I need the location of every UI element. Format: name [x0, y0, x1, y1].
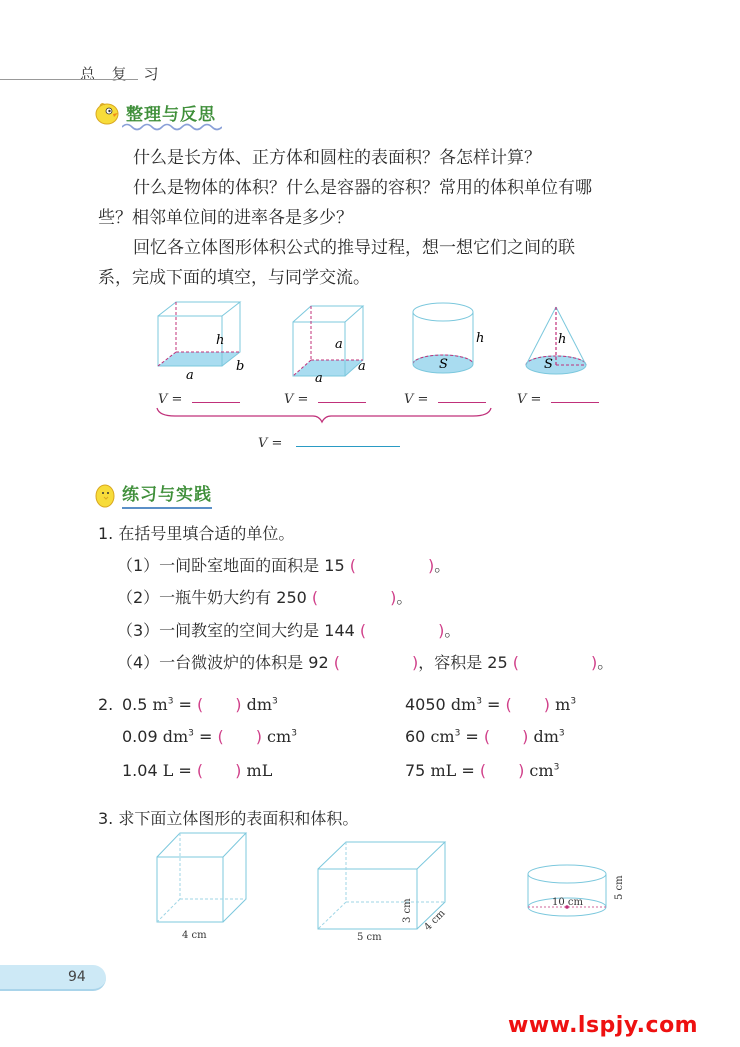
q2-right-3: 75 mL = ( ) $cm^3$ — [405, 761, 560, 780]
q3-cuboid-height-label: 3 cm — [402, 898, 413, 923]
svg-text:a: a — [358, 359, 366, 374]
formula-blank-cone[interactable] — [551, 390, 599, 403]
cube-figure — [285, 298, 375, 386]
chick-mascot-icon — [92, 97, 122, 127]
page-number: 94 — [68, 969, 86, 985]
svg-text:h: h — [216, 333, 225, 348]
section-review-title: 整理与反思 — [126, 104, 216, 125]
q2-left-1: 0.5 $m^3$ = ( ) $dm^3$ — [122, 695, 278, 714]
q3-cylinder-figure — [522, 860, 632, 925]
svg-text:b: b — [236, 359, 245, 374]
q1-prompt: 1. 在括号里填合适的单位。 — [98, 524, 295, 543]
q3-cube-edge-label: 4 cm — [182, 930, 207, 941]
formula-blank-cuboid[interactable] — [192, 390, 240, 403]
q1-item-4: （4）一台微波炉的体积是 92 ( )，容积是 25 ( )。 — [117, 653, 614, 672]
svg-text:h: h — [558, 332, 567, 347]
svg-text:a: a — [335, 337, 343, 352]
cylinder-figure — [408, 298, 488, 380]
page-number-tab — [0, 965, 106, 991]
review-paragraph-2a: 什么是物体的体积？什么是容器的容积？常用的体积单位有哪 — [133, 178, 592, 198]
q2-right-2: 60 $cm^3$ = ( ) $dm^3$ — [405, 727, 565, 746]
q2-right-1: 4050 $dm^3$ = ( ) $m^3$ — [405, 695, 577, 714]
formula-cylinder: V = — [404, 388, 486, 407]
formula-blank-unified[interactable] — [296, 434, 400, 447]
q2-left-3: 1.04 L = ( ) mL — [122, 761, 273, 780]
q3-cube-figure — [150, 830, 255, 930]
watermark: www.lspjy.com — [508, 1013, 699, 1038]
svg-text:S: S — [439, 357, 448, 372]
review-paragraph-3b: 系，完成下面的填空，与同学交流。 — [98, 268, 370, 288]
header-rule — [0, 79, 138, 80]
q2-left-2: 0.09 $dm^3$ = ( ) $cm^3$ — [122, 727, 297, 746]
grouping-brace — [155, 406, 495, 428]
formula-unified: V = — [258, 432, 400, 451]
review-paragraph-3a: 回忆各立体图形体积公式的推导过程，想一想它们之间的联 — [133, 238, 575, 258]
formula-cube: V = — [284, 388, 366, 407]
formula-cone: V = — [517, 388, 599, 407]
q3-prompt: 3. 求下面立体图形的表面积和体积。 — [98, 809, 359, 828]
chapter-header: 总 复 习 — [80, 65, 165, 83]
svg-text:a: a — [315, 371, 323, 386]
wavy-underline — [122, 121, 222, 131]
svg-text:S: S — [544, 357, 553, 372]
answer-paren-open: ( — [344, 556, 356, 575]
formula-cuboid: V = — [158, 388, 240, 407]
q3-cuboid-width-label: 4 cm — [422, 907, 448, 934]
q3-cuboid-figure — [310, 835, 450, 935]
q3-cylinder-diameter-label: 10 cm — [552, 897, 583, 908]
section-practice-title: 练习与实践 — [122, 480, 212, 509]
cone-figure — [522, 305, 592, 380]
review-paragraph-1: 什么是长方体、正方体和圆柱的表面积？各怎样计算？ — [133, 148, 541, 168]
section-practice-heading — [94, 480, 212, 509]
q1-item-2: （2）一瓶牛奶大约有 250 ( )。 — [117, 588, 413, 607]
q2-number: 2. — [98, 695, 114, 714]
formula-blank-cylinder[interactable] — [438, 390, 486, 403]
q1-item-3: （3）一间教室的空间大约是 144 ( )。 — [117, 621, 461, 640]
cuboid-figure — [150, 298, 250, 386]
chick-mascot-icon — [94, 482, 116, 508]
q3-cylinder-height-label: 5 cm — [614, 875, 625, 900]
q3-cuboid-length-label: 5 cm — [357, 932, 382, 943]
formula-blank-cube[interactable] — [318, 390, 366, 403]
review-paragraph-2b: 些？相邻单位间的进率各是多少？ — [98, 208, 353, 228]
svg-text:h: h — [476, 331, 485, 346]
q1-item-1: （1）一间卧室地面的面积是 15 ( )。 — [117, 556, 451, 575]
svg-text:a: a — [186, 368, 194, 383]
